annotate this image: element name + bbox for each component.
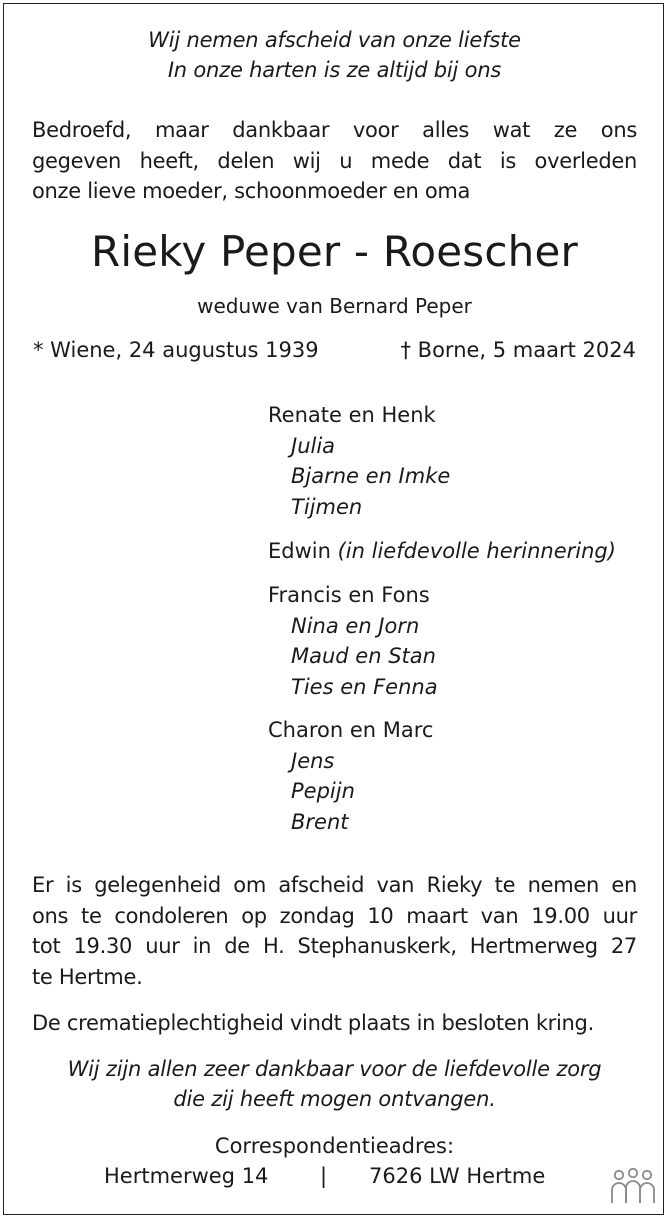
- family-child: Nina en Jorn: [291, 613, 420, 638]
- condolence-line-1: Er is gelegenheid om afscheid van Rieky te nemen en: [32, 873, 637, 897]
- family-child: Tijmen: [291, 494, 363, 519]
- cremation-text: De crematieplechtigheid vindt plaats in besloten kring.: [32, 1011, 594, 1035]
- family-child: Maud en Stan: [291, 644, 436, 668]
- family-child: Ties en Fenna: [291, 674, 438, 699]
- intro-paragraph: [32, 115, 637, 207]
- address-city: 7626 LW Hertme: [369, 1164, 546, 1188]
- family-child: Brent: [291, 809, 349, 834]
- motto-line-2: In onze harten is ze altijd bij ons: [167, 58, 502, 82]
- family-parent: Renate en Henk: [268, 403, 436, 427]
- intro-line-2: gegeven heeft, delen wij u mede dat is overleden: [32, 148, 637, 173]
- intro-line-1: Bedroefd, maar dankbaar voor alles wat ze ons: [32, 118, 637, 142]
- family-group-2: [268, 536, 616, 567]
- thanks-line-2: die zij heeft mogen ontvangen.: [173, 1087, 496, 1111]
- thanks-line-1: Wij zijn allen zeer dankbaar voor de liefdevolle zorg: [67, 1057, 602, 1081]
- deceased-subtitle: weduwe van Bernard Peper: [197, 294, 472, 318]
- family-parent: Edwin: [268, 539, 331, 563]
- family-group-1: [268, 400, 450, 522]
- address-separator: |: [320, 1164, 328, 1188]
- address-street: Hertmerweg 14: [104, 1164, 269, 1188]
- family-group-3: [268, 580, 438, 702]
- death-date: † Borne, 5 maart 2024: [400, 338, 636, 362]
- family-child: Jens: [291, 748, 335, 773]
- family-child: Julia: [291, 433, 336, 458]
- family-parent: Charon en Marc: [268, 718, 434, 742]
- family-parent: Francis en Fons: [268, 583, 430, 607]
- condolence-line-2: ons te condoleren op zondag 10 maart van 19.00 uur: [32, 903, 637, 928]
- people-group-icon: [609, 1166, 657, 1206]
- family-group-4: [268, 715, 433, 837]
- condolence-line-3: tot 19.30 uur in de H. Stephanuskerk, Hertmerweg 27: [32, 934, 637, 958]
- address-label: Correspondentieadres:: [214, 1134, 455, 1158]
- deceased-name: Rieky Peper - Roescher: [91, 227, 578, 276]
- motto-line-1: Wij nemen afscheid van onze liefste: [148, 28, 521, 52]
- family-child: Pepijn: [291, 779, 355, 803]
- condolence-line-4: te Hertme.: [32, 964, 143, 989]
- family-note: (in liefdevolle herinnering): [337, 539, 616, 563]
- intro-line-3: onze lieve moeder, schoonmoeder en oma: [32, 179, 471, 203]
- family-child: Bjarne en Imke: [291, 464, 451, 488]
- birth-date: * Wiene, 24 augustus 1939: [33, 338, 319, 362]
- condolence-paragraph: [32, 870, 637, 992]
